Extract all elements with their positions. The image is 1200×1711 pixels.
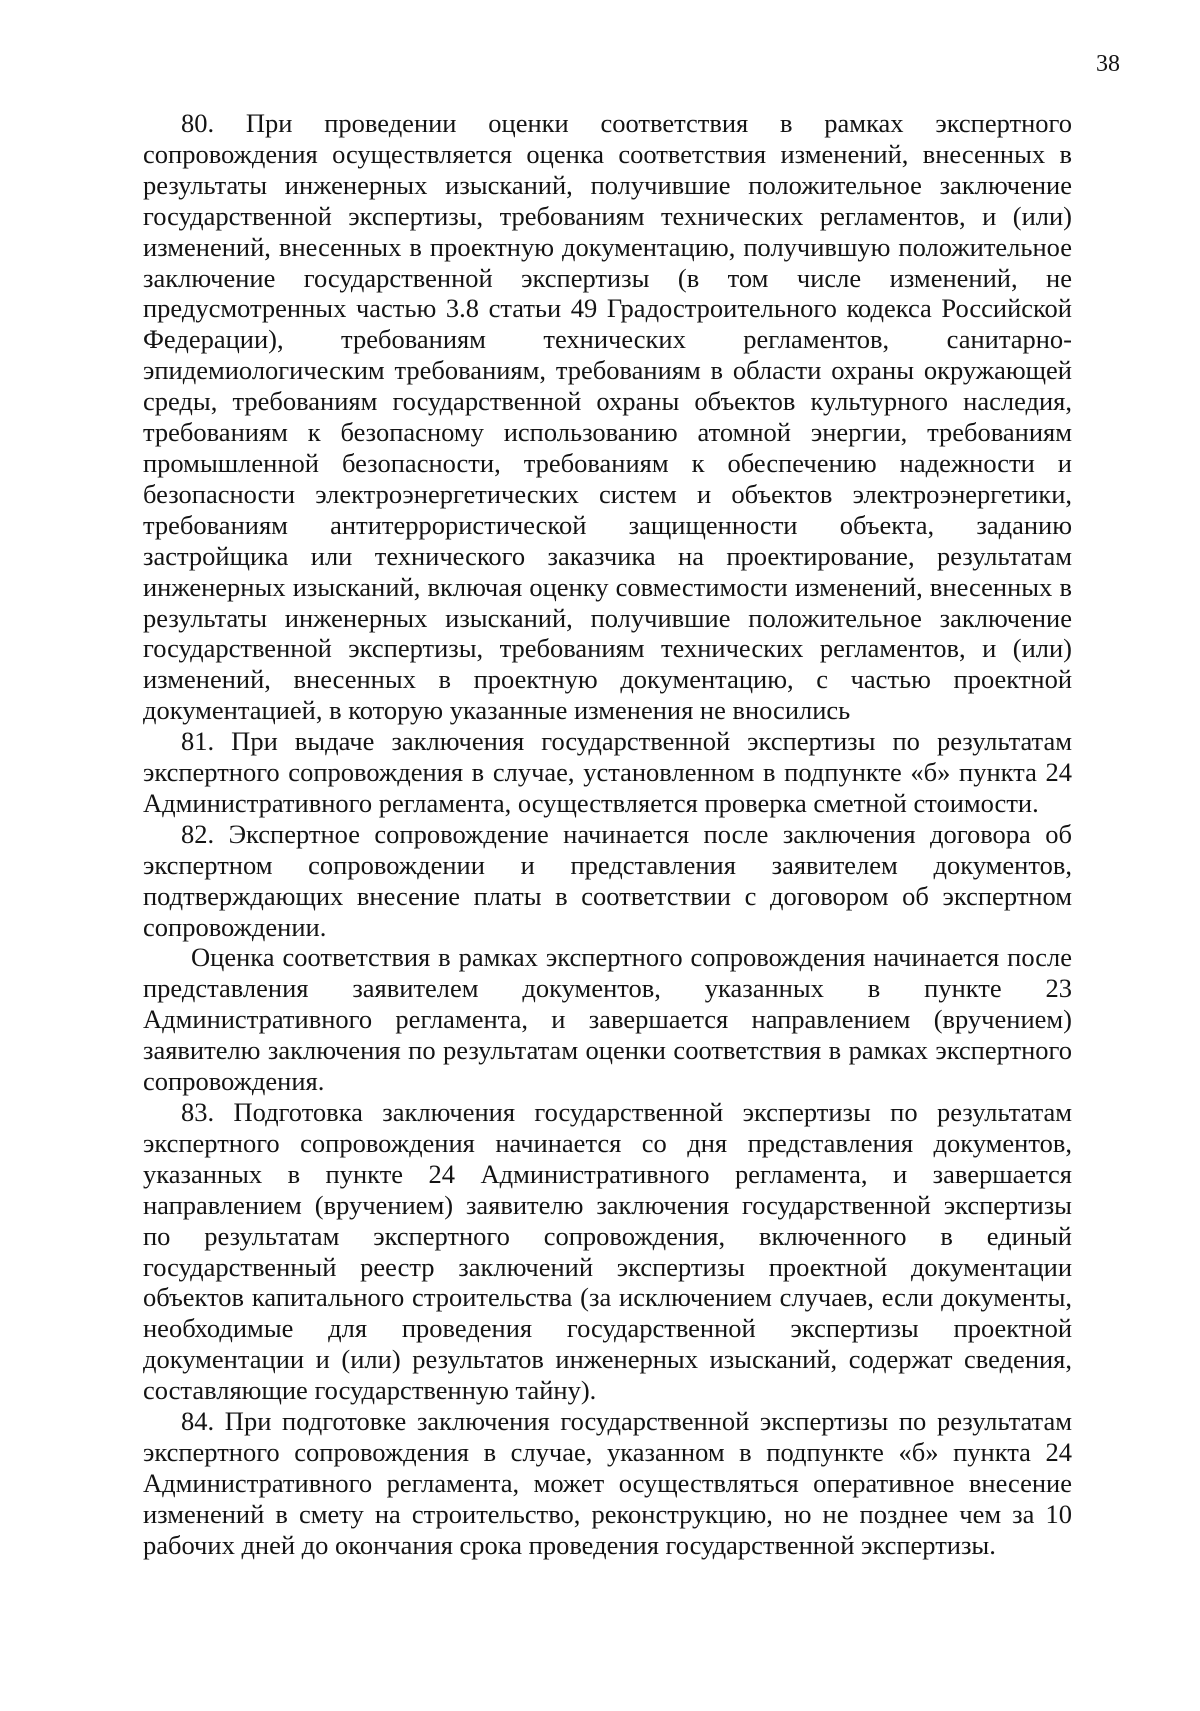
paragraph-84: 84. При подготовке заключения государственной экспертизы по результатам экспертного сопровождения в случае, указанном в подпункте «б» пункта 24 Административного регламента, может осуществляться оперативное внесение изменений в смету на строительство, реконструкцию, но не позднее чем за 10 рабочих дней до окончания срока проведения государственной экспертизы. xyxy=(143,1406,1072,1560)
page-number: 38 xyxy=(1096,51,1120,77)
paragraph-82: 82. Экспертное сопровождение начинается после заключения договора об экспертном сопровождении и представления заявителем документов, подтверждающих внесение платы в соответствии с договором об экспертном сопровождении. xyxy=(143,818,1072,942)
paragraph-82-continuation: Оценка соответствия в рамках экспертного сопровождения начинается после представления заявителем документов, указанных в пункте 23 Административного регламента, и завершается направлением (вручением) заявителю заключения по результатам оценки соответствия в рамках экспертного сопровождения. xyxy=(143,942,1072,1097)
paragraph-80: 80. При проведении оценки соответствия в рамках экспертного сопровождения осуществляется оценка соответствия изменений, внесенных в результаты инженерных изысканий, получившие положительное заключение государственной экспертизы, требованиям технических регламентов, и (или) изменений, внесенных в проектную документацию, получившую положительное заключение государственной экспертизы (в том числе изменений, не предусмотренных частью 3.8 статьи 49 Градостроительного кодекса Российской Федерации), требованиям технических регламентов, санитарно-эпидемиологическим требованиям, требованиям в области охраны окружающей среды, требованиям государственной охраны объектов культурного наследия, требованиям к безопасному использованию атомной энергии, требованиям промышленной безопасности, требованиям к обеспечению надежности и безопасности электроэнергетических систем и объектов электроэнергетики, требованиям антитеррористической защищенности объекта, заданию застройщика или технического заказчика на проектирование, результатам инженерных изысканий, включая оценку совместимости изменений, внесенных в результаты инженерных изысканий, получившие положительное заключение государственной экспертизы, требованиям технических регламентов, и (или) изменений, внесенных в проектную документацию, с частью проектной документацией, в которую указанные изменения не вносились xyxy=(143,108,1072,726)
paragraph-81: 81. При выдаче заключения государственной экспертизы по результатам экспертного сопровождения в случае, установленном в подпункте «б» пункта 24 Административного регламента, осуществляется проверка сметной стоимости. xyxy=(143,726,1072,818)
document-body xyxy=(143,108,1072,1561)
paragraph-83: 83. Подготовка заключения государственной экспертизы по результатам экспертного сопровождения начинается со дня представления документов, указанных в пункте 24 Административного регламента, и завершается направлением (вручением) заявителю заключения государственной экспертизы по результатам экспертного сопровождения, включенного в единый государственный реестр заключений экспертизы проектной документации объектов капитального строительства (за исключением случаев, если документы, необходимые для проведения государственной экспертизы проектной документации и (или) результатов инженерных изысканий, содержат сведения, составляющие государственную тайну). xyxy=(143,1097,1072,1406)
